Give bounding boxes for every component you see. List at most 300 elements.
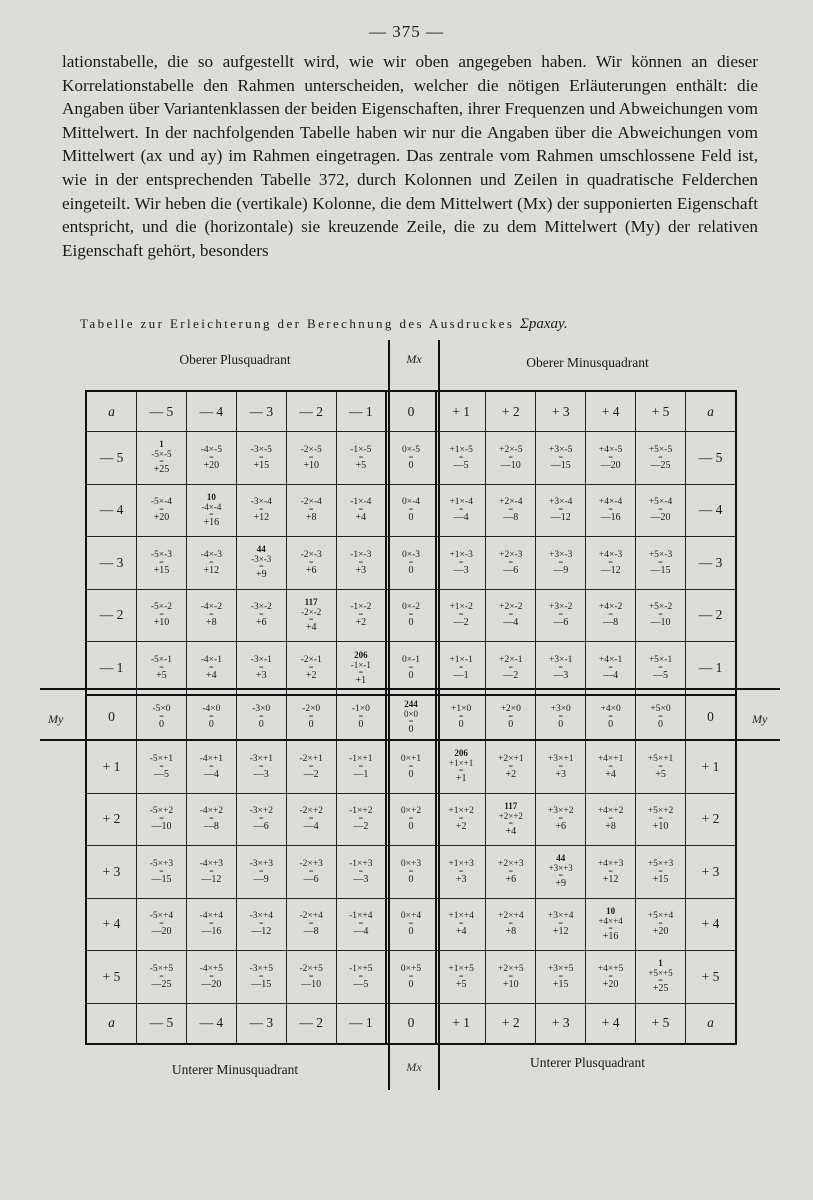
row-value: — 4 — [686, 484, 737, 537]
cell-equals: = — [608, 663, 613, 672]
row-value: + 5 — [686, 951, 737, 1004]
table-cell — [636, 898, 686, 951]
my-right-label: My — [752, 712, 768, 726]
cell-product: —10 — [500, 459, 521, 471]
cell-product: —12 — [251, 926, 272, 938]
top-mx-label: Mx — [406, 352, 422, 366]
cell-equals: = — [558, 712, 563, 722]
cell-equals: = — [558, 761, 563, 771]
cell-equals: = — [658, 712, 663, 722]
cell-expression: -2×+2 — [299, 806, 323, 817]
row-value: + 3 — [86, 846, 137, 899]
cell-product: —5 — [653, 670, 669, 681]
cell-expression: -4×-4 — [201, 501, 222, 512]
cell-product: +12 — [253, 512, 270, 524]
cell-product: —15 — [251, 978, 272, 990]
cell-product: —5 — [353, 978, 369, 990]
cell-product: +4 — [355, 512, 367, 524]
cell-product: —4 — [353, 926, 369, 938]
cell-equals: = — [159, 557, 164, 567]
cell-equals: = — [608, 452, 613, 462]
cell-expression: -5×-1 — [150, 655, 173, 665]
cell-expression: -5×-5 — [151, 449, 172, 460]
cell-product: —6 — [503, 564, 519, 576]
table-cell — [336, 537, 386, 590]
cell-equals: = — [159, 919, 164, 929]
cell-equals: = — [358, 814, 364, 824]
table-cell — [486, 484, 536, 537]
cell-expression: -2×-5 — [300, 444, 322, 455]
cell-equals: = — [508, 557, 514, 567]
cell-product: —6 — [303, 873, 319, 885]
footer-column-value: + 5 — [636, 1003, 686, 1044]
cell-product: +3 — [555, 768, 567, 780]
cell-expression: -1×-1 — [350, 659, 371, 670]
cell-expression: +1×+5 — [448, 963, 474, 974]
table-row — [86, 537, 736, 590]
table-cell — [636, 537, 686, 590]
cell-equals: = — [608, 712, 613, 722]
table-cell — [336, 740, 386, 793]
cell-expression: 0×-1 — [401, 655, 420, 665]
table-cell — [586, 740, 636, 793]
cell-equals: = — [308, 866, 314, 876]
cell-equals: = — [358, 866, 364, 876]
cell-expression: -3×-1 — [250, 655, 272, 665]
header-column-value: 0 — [386, 391, 436, 432]
cell-expression: -1×+5 — [349, 963, 373, 974]
cell-expression: +2×+3 — [498, 858, 524, 869]
cell-frequency: 206 — [454, 748, 468, 759]
cell-expression: -1×+3 — [349, 858, 373, 869]
cell-expression: +3×+3 — [548, 863, 573, 874]
cell-equals: = — [508, 818, 514, 828]
cell-expression: +5×-2 — [648, 602, 673, 613]
cell-frequency: 1 — [159, 439, 164, 450]
cell-equals: = — [508, 712, 514, 722]
cell-product: —4 — [603, 670, 619, 681]
table-cell — [636, 484, 686, 537]
cell-product: +15 — [253, 459, 270, 471]
table-cell — [536, 642, 586, 695]
table-cell — [286, 846, 336, 899]
footer-column-value: — 2 — [286, 1003, 336, 1044]
table-cell — [536, 484, 586, 537]
cell-product: —2 — [303, 768, 319, 780]
cell-product: —8 — [203, 821, 219, 833]
cell-expression: -3×-3 — [251, 554, 272, 565]
table-cell — [536, 432, 586, 485]
header-row — [86, 391, 736, 432]
cell-equals: = — [159, 663, 164, 672]
row-value: — 3 — [686, 537, 737, 590]
table-cell — [436, 589, 486, 642]
cell-product: 0 — [158, 719, 164, 731]
table-cell — [186, 951, 236, 1004]
table-cell — [536, 898, 586, 951]
cell-equals: = — [658, 505, 663, 515]
cell-equals: = — [358, 712, 364, 722]
cell-product: —20 — [201, 978, 222, 990]
cell-expression: -1×0 — [351, 704, 370, 715]
paragraph-text: lationstabelle, die so aufgestellt wird, wie wir oben angegeben haben. Wir können an dieser Korrelationstabelle den Rahmen unterscheiden, welcher die nötigen Erläuterungen enthält: die Angaben über Variantenklassen der beiden Eigenschaften, ihrer Frequenzen und Abweichungen vom Mittelwert. In der nachfolgenden Tabelle haben wir nur die Angaben über die Abweichungen vom Mittelwert (ax und ay) im Rahmen eingetragen. Das zentrale vom Rahmen umschlossene Feld ist, wie in der entsprechenden Tabelle 372, durch Kolonnen und Zeilen in quadratische Felderchen eingeteilt. Wir heben die (vertikale) Kolonne, die dem Mittelwert (Mx) der supponierten Eigenschaft entspricht, und die (horizontale) sie kreuzende Zeile, die zu dem Mittelwert (My) der relativen Eigenschaft gehört, besonders — [62, 52, 758, 260]
cell-product: +8 — [605, 821, 616, 833]
table-cell — [536, 589, 586, 642]
cell-product: 0 — [608, 719, 614, 731]
cell-expression: +5×0 — [650, 704, 671, 715]
cell-equals: = — [408, 610, 414, 620]
cell-product: +12 — [552, 926, 569, 938]
cell-equals: = — [159, 761, 164, 771]
header-column-value: — 3 — [236, 391, 286, 432]
table-cell — [137, 432, 187, 485]
cell-equals: = — [658, 761, 663, 771]
cell-expression: -1×-3 — [350, 549, 372, 560]
cell-equals: = — [608, 557, 613, 567]
table-cell — [137, 695, 187, 740]
cell-equals: = — [658, 557, 663, 567]
cell-equals: = — [408, 505, 414, 515]
cell-equals: = — [558, 663, 563, 672]
cell-equals: = — [508, 866, 514, 876]
cell-equals: = — [408, 761, 414, 771]
table-row — [86, 898, 736, 951]
table-row — [86, 695, 736, 740]
cell-product: —5 — [153, 768, 169, 780]
cell-equals: = — [608, 610, 613, 620]
table-cell — [636, 846, 686, 899]
table-cell — [436, 846, 486, 899]
footer-column-value: — 5 — [137, 1003, 187, 1044]
cell-product: —10 — [301, 978, 322, 990]
cell-product: +6 — [255, 617, 267, 629]
table-cell — [137, 537, 187, 590]
cell-frequency: 10 — [206, 491, 216, 502]
cell-frequency: 1 — [658, 958, 663, 969]
cell-equals: = — [209, 452, 214, 462]
table-cell — [236, 898, 286, 951]
cell-expression: +4×0 — [600, 704, 621, 715]
table-cell — [137, 589, 187, 642]
cell-product: —10 — [650, 617, 671, 629]
cell-frequency: 117 — [304, 596, 318, 607]
caption-text: Tabelle zur Erleichterung der Berechnung des Ausdruckes — [80, 316, 515, 331]
cell-product: —12 — [550, 512, 571, 524]
cell-product: 0 — [408, 978, 414, 990]
cell-product: +12 — [602, 873, 619, 885]
header-column-value: + 4 — [586, 391, 636, 432]
cell-expression: -4×-2 — [200, 602, 222, 613]
row-value: — 5 — [686, 432, 737, 485]
table-cell — [586, 589, 636, 642]
cell-equals: = — [608, 814, 613, 824]
cell-product: 0 — [408, 926, 414, 938]
cell-product: +2 — [355, 617, 367, 629]
cell-product: +4 — [605, 768, 616, 780]
header-column-value: — 4 — [186, 391, 236, 432]
table-cell — [236, 484, 286, 537]
cell-equals: = — [408, 814, 414, 824]
cell-product: —12 — [201, 873, 222, 885]
cell-expression: -2×+5 — [299, 963, 323, 974]
cell-product: +10 — [153, 617, 170, 629]
cell-equals: = — [508, 452, 514, 462]
cell-expression: +3×+2 — [547, 806, 574, 817]
cell-expression: +3×-5 — [549, 444, 573, 455]
cell-equals: = — [658, 610, 663, 620]
cell-equals: = — [658, 919, 663, 929]
header-column-value: + 3 — [536, 391, 586, 432]
cell-product: +6 — [505, 873, 517, 885]
cell-expression: +1×-5 — [449, 444, 473, 455]
row-value: — 2 — [86, 589, 137, 642]
cell-expression: +2×+5 — [498, 963, 524, 974]
top-right-quadrant-label: Oberer Minusquadrant — [526, 355, 649, 370]
cell-equals: = — [209, 814, 214, 824]
row-value: — 1 — [686, 642, 737, 695]
cell-equals: = — [508, 610, 514, 620]
cell-product: —8 — [603, 617, 619, 629]
cell-equals: = — [558, 971, 563, 981]
cell-expression: -5×+4 — [149, 911, 174, 922]
cell-product: 0 — [408, 617, 414, 629]
cell-expression: +2×+1 — [498, 753, 524, 764]
cell-equals: = — [209, 610, 214, 620]
cell-equals: = — [408, 557, 414, 567]
table-cell — [636, 740, 686, 793]
cell-equals: = — [308, 557, 314, 567]
cell-equals: = — [458, 919, 464, 929]
top-left-quadrant-label: Oberer Plusquadrant — [179, 352, 291, 367]
cell-expression: -4×-5 — [200, 444, 222, 455]
cell-equals: = — [259, 505, 264, 515]
cell-equals: = — [259, 663, 264, 672]
table-cell — [436, 898, 486, 951]
table-cell — [536, 695, 586, 740]
footer-column-value: + 3 — [536, 1003, 586, 1044]
table-cell — [436, 740, 486, 793]
table-cell — [536, 793, 586, 846]
cell-product: —8 — [303, 926, 319, 938]
table-cell — [286, 484, 336, 537]
cell-equals: = — [308, 505, 314, 515]
cell-product: +4 — [455, 926, 467, 938]
cell-equals: = — [159, 814, 164, 824]
cell-expression: -3×0 — [252, 704, 271, 715]
my-left-label: My — [48, 712, 64, 726]
cell-equals: = — [408, 663, 414, 672]
table-cell — [186, 589, 236, 642]
cell-equals: = — [358, 667, 364, 677]
cell-product: +8 — [505, 926, 517, 938]
table-cell — [137, 484, 187, 537]
row-value: — 1 — [86, 642, 137, 695]
cell-expression: +5×+1 — [647, 753, 674, 764]
footer-alpha-label: a — [86, 1003, 137, 1044]
cell-product: 0 — [408, 768, 414, 780]
cell-equals: = — [558, 814, 563, 824]
cell-expression: +5×-5 — [648, 444, 673, 455]
cell-expression: +3×+5 — [547, 963, 574, 974]
table-cell — [336, 642, 386, 695]
cell-equals: = — [458, 712, 464, 722]
cell-expression: +3×-3 — [549, 549, 573, 560]
table-cell — [386, 793, 436, 846]
cell-product: +3 — [455, 873, 467, 885]
cell-equals: = — [259, 562, 264, 572]
cell-product: +20 — [153, 512, 170, 524]
cell-expression: +3×0 — [550, 704, 571, 715]
cell-expression: 0×-5 — [401, 444, 420, 455]
header-column-value: — 2 — [286, 391, 336, 432]
cell-product: —2 — [453, 617, 469, 629]
cell-equals: = — [159, 712, 164, 722]
table-cell — [137, 898, 187, 951]
table-cell — [536, 537, 586, 590]
cell-expression: +5×-4 — [648, 497, 673, 508]
table-cell — [286, 589, 336, 642]
table-cell — [486, 642, 536, 695]
cell-equals: = — [608, 971, 613, 981]
table-cell — [436, 695, 486, 740]
table-row — [86, 793, 736, 846]
cell-expression: 0×+3 — [400, 858, 422, 869]
cell-equals: = — [608, 923, 613, 933]
cell-expression: -5×-4 — [150, 497, 173, 508]
cell-expression: -5×+2 — [149, 806, 174, 817]
header-column-value: + 2 — [486, 391, 536, 432]
cell-product: —1 — [453, 670, 469, 681]
cell-equals: = — [458, 663, 464, 672]
table-cell — [236, 695, 286, 740]
table-cell — [436, 951, 486, 1004]
cell-product: 0 — [508, 719, 514, 731]
cell-frequency: 10 — [606, 905, 616, 916]
cell-product: —9 — [553, 564, 569, 576]
cell-expression: +5×+5 — [648, 968, 673, 979]
cell-equals: = — [308, 452, 314, 462]
cell-product: +12 — [203, 564, 220, 576]
table-cell — [286, 695, 336, 740]
cell-product: +15 — [552, 978, 569, 990]
cell-equals: = — [209, 761, 214, 771]
table-row — [86, 589, 736, 642]
table-cell — [486, 846, 536, 899]
cell-product: +6 — [555, 821, 567, 833]
cell-product: +25 — [652, 983, 669, 995]
cell-product: 0 — [658, 719, 664, 731]
cell-expression: +2×-4 — [499, 497, 523, 508]
cell-product: +16 — [203, 516, 220, 528]
table-cell — [486, 695, 536, 740]
caption-formula: Σpaxay. — [519, 316, 568, 332]
cell-product: +2 — [305, 670, 317, 681]
cell-expression: +3×+4 — [547, 911, 574, 922]
cell-equals: = — [558, 557, 563, 567]
cell-product: +15 — [153, 564, 170, 576]
table-cell — [336, 432, 386, 485]
cell-equals: = — [558, 505, 563, 515]
cell-equals: = — [358, 610, 364, 620]
cell-expression: 0×+4 — [400, 911, 422, 922]
cell-expression: +1×+3 — [448, 858, 474, 869]
row-value: + 4 — [686, 898, 737, 951]
cell-equals: = — [658, 976, 663, 986]
table-cell — [336, 484, 386, 537]
table-cell — [486, 740, 536, 793]
cell-product: +9 — [555, 878, 567, 890]
cell-expression: 0×-4 — [401, 497, 420, 508]
cell-product: +5 — [655, 768, 666, 780]
cell-expression: +2×-3 — [499, 549, 523, 560]
row-value: + 3 — [686, 846, 737, 899]
table-row — [86, 951, 736, 1004]
table-caption — [80, 316, 740, 333]
cell-expression: -5×+5 — [149, 963, 174, 974]
cell-expression: -2×0 — [302, 704, 321, 715]
cell-expression: +1×+2 — [448, 806, 474, 817]
table-cell — [386, 537, 436, 590]
cell-equals: = — [259, 814, 264, 824]
cell-product: +20 — [203, 459, 220, 471]
table-cell — [536, 951, 586, 1004]
cell-equals: = — [408, 919, 414, 929]
cell-expression: +4×+3 — [597, 858, 624, 869]
table-cell — [436, 537, 486, 590]
cell-equals: = — [308, 919, 314, 929]
table-cell — [436, 432, 486, 485]
cell-equals: = — [209, 866, 214, 876]
cell-product: 0 — [408, 723, 414, 735]
cell-product: —6 — [553, 617, 569, 629]
cell-equals: = — [209, 509, 214, 519]
row-value: + 5 — [86, 951, 137, 1004]
cell-product: —1 — [353, 768, 369, 780]
table-cell — [586, 642, 636, 695]
row-value: + 2 — [686, 793, 737, 846]
cell-product: +2 — [505, 768, 517, 780]
cell-equals: = — [358, 452, 364, 462]
cell-expression: -4×+2 — [199, 806, 224, 817]
cell-product: —4 — [453, 512, 469, 524]
table-cell — [386, 432, 436, 485]
cell-equals: = — [358, 971, 364, 981]
cell-expression: +3×-1 — [549, 655, 573, 665]
cell-expression: +4×+4 — [598, 915, 623, 926]
cell-expression: +5×+2 — [647, 806, 674, 817]
footer-column-value: + 1 — [436, 1003, 486, 1044]
cell-product: —4 — [303, 821, 319, 833]
cell-expression: -2×-1 — [300, 655, 322, 665]
table-row — [86, 432, 736, 485]
cell-equals: = — [159, 971, 164, 981]
cell-frequency: 44 — [556, 853, 566, 864]
cell-product: 0 — [408, 670, 414, 681]
table-cell — [286, 951, 336, 1004]
table-cell — [186, 793, 236, 846]
row-value: + 1 — [86, 740, 137, 793]
table-cell — [286, 432, 336, 485]
row-value: 0 — [686, 695, 737, 740]
cell-product: —5 — [453, 459, 469, 471]
cell-equals: = — [608, 505, 613, 515]
table-cell — [137, 846, 187, 899]
cell-product: 0 — [408, 564, 414, 576]
cell-frequency: 206 — [354, 649, 368, 660]
cell-expression: -3×-5 — [250, 444, 272, 455]
cell-expression: 0×-3 — [401, 549, 420, 560]
cell-expression: +1×+1 — [449, 758, 474, 769]
